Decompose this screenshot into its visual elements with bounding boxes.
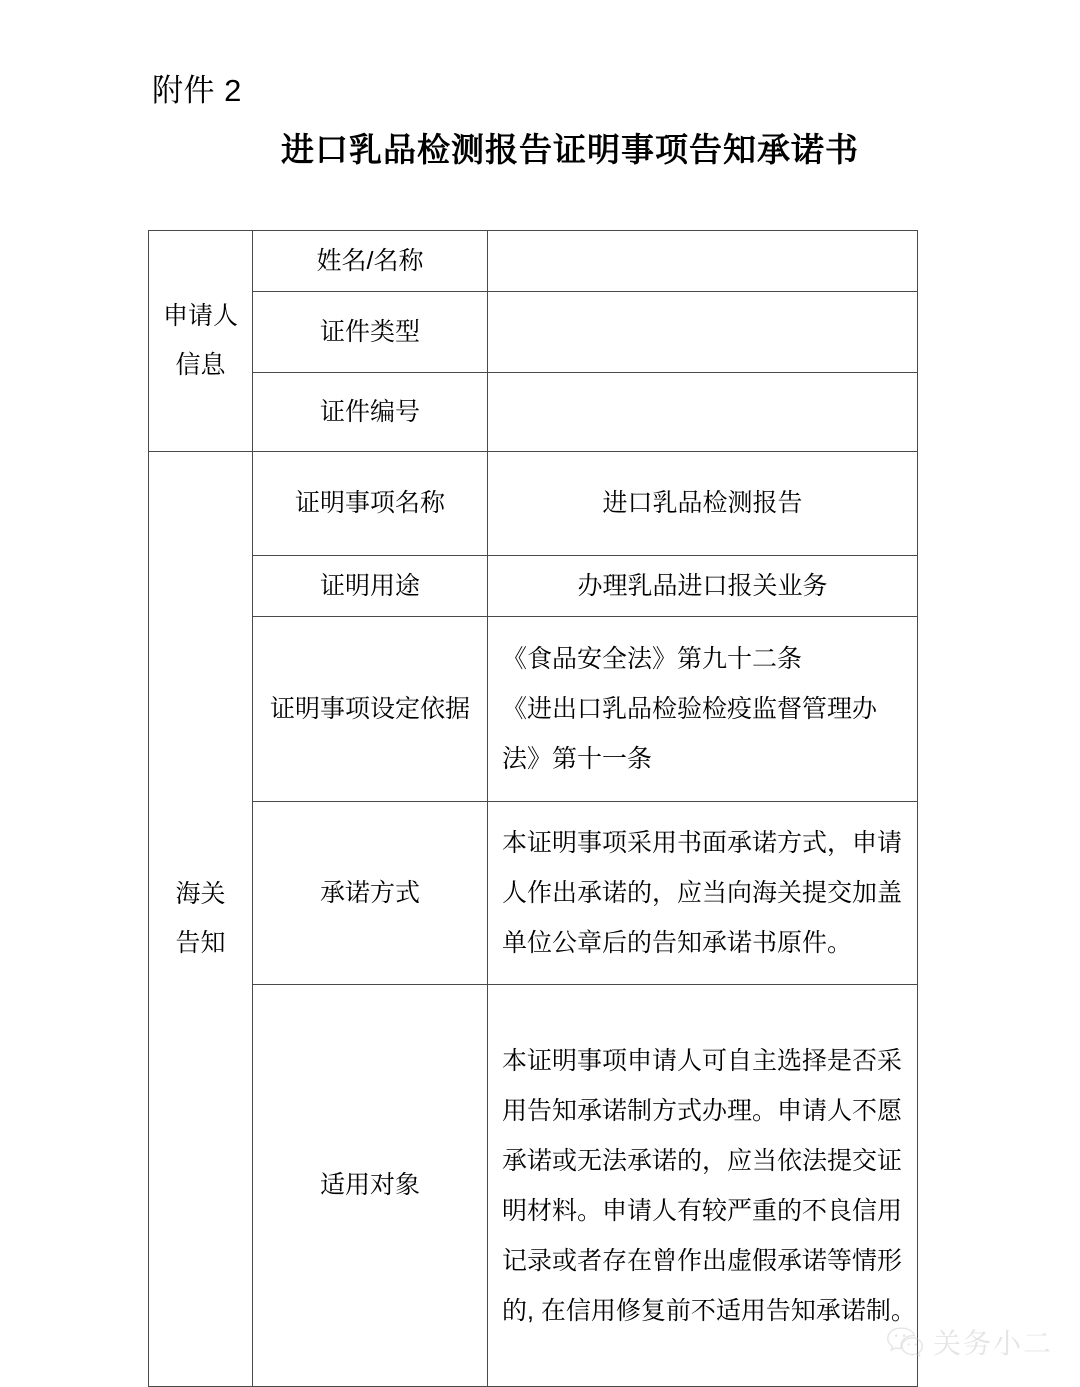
section-header-line: 申请人 bbox=[162, 302, 238, 331]
section-header-line: 告知 bbox=[175, 929, 226, 957]
field-value-id-number[interactable] bbox=[488, 373, 918, 452]
field-label-name: 姓名/名称 bbox=[253, 231, 488, 292]
field-label-legal-basis: 证明事项设定依据 bbox=[253, 617, 488, 802]
field-label-id-number: 证件编号 bbox=[253, 373, 488, 452]
field-label-applicable-scope: 适用对象 bbox=[253, 985, 488, 1387]
text-line: 《进出口乳品检验检疫监督管理办 bbox=[502, 695, 878, 723]
text-line: 的, 在信用修复前不适用告知承诺制。 bbox=[502, 1296, 916, 1325]
field-label-commitment-method: 承诺方式 bbox=[253, 802, 488, 985]
table-row bbox=[149, 802, 918, 985]
text-line: 明材料。申请人有较严重的不良信用 bbox=[502, 1196, 903, 1225]
wechat-icon bbox=[885, 1325, 925, 1359]
table-row bbox=[149, 292, 918, 373]
field-value-id-type[interactable] bbox=[488, 292, 918, 373]
text-line: 用告知承诺制方式办理。申请人不愿 bbox=[502, 1096, 903, 1125]
section-header-customs-notice bbox=[149, 452, 253, 1387]
watermark bbox=[885, 1322, 1053, 1362]
text-line: 记录或者存在曾作出虚假承诺等情形 bbox=[502, 1246, 903, 1275]
field-value-legal-basis bbox=[488, 617, 918, 802]
attachment-label: 附件 2 bbox=[152, 73, 242, 108]
field-value-applicable-scope bbox=[488, 985, 918, 1387]
table-row bbox=[149, 617, 918, 802]
text-line: 本证明事项申请人可自主选择是否采 bbox=[502, 1046, 903, 1075]
table-row bbox=[149, 373, 918, 452]
text-line: 《食品安全法》第九十二条 bbox=[502, 645, 803, 673]
commitment-form-table bbox=[148, 230, 918, 1387]
table-row bbox=[149, 985, 918, 1387]
table-row bbox=[149, 452, 918, 556]
section-header-line: 信息 bbox=[175, 351, 226, 379]
field-label-id-type: 证件类型 bbox=[253, 292, 488, 373]
text-line: 单位公章后的告知承诺书原件。 bbox=[502, 929, 853, 957]
watermark-text: 关务小二 bbox=[933, 1328, 1054, 1359]
table-row bbox=[149, 231, 918, 292]
text-line: 法》第十一条 bbox=[502, 745, 653, 773]
field-label-certificate-item-name: 证明事项名称 bbox=[253, 452, 488, 556]
text-line: 承诺或无法承诺的，应当依法提交证 bbox=[502, 1146, 903, 1175]
field-label-certificate-usage: 证明用途 bbox=[253, 556, 488, 617]
field-value-certificate-item-name: 进口乳品检测报告 bbox=[488, 452, 918, 556]
table-row bbox=[149, 556, 918, 617]
field-value-name[interactable] bbox=[488, 231, 918, 292]
section-header-applicant-info bbox=[149, 231, 253, 452]
text-line: 本证明事项采用书面承诺方式，申请 bbox=[502, 829, 903, 857]
page-title: 进口乳品检测报告证明事项告知承诺书 bbox=[281, 131, 859, 168]
section-header-line: 海关 bbox=[175, 880, 226, 909]
field-value-certificate-usage: 办理乳品进口报关业务 bbox=[488, 556, 918, 617]
field-value-commitment-method bbox=[488, 802, 918, 985]
text-line: 人作出承诺的，应当向海关提交加盖 bbox=[502, 879, 903, 907]
